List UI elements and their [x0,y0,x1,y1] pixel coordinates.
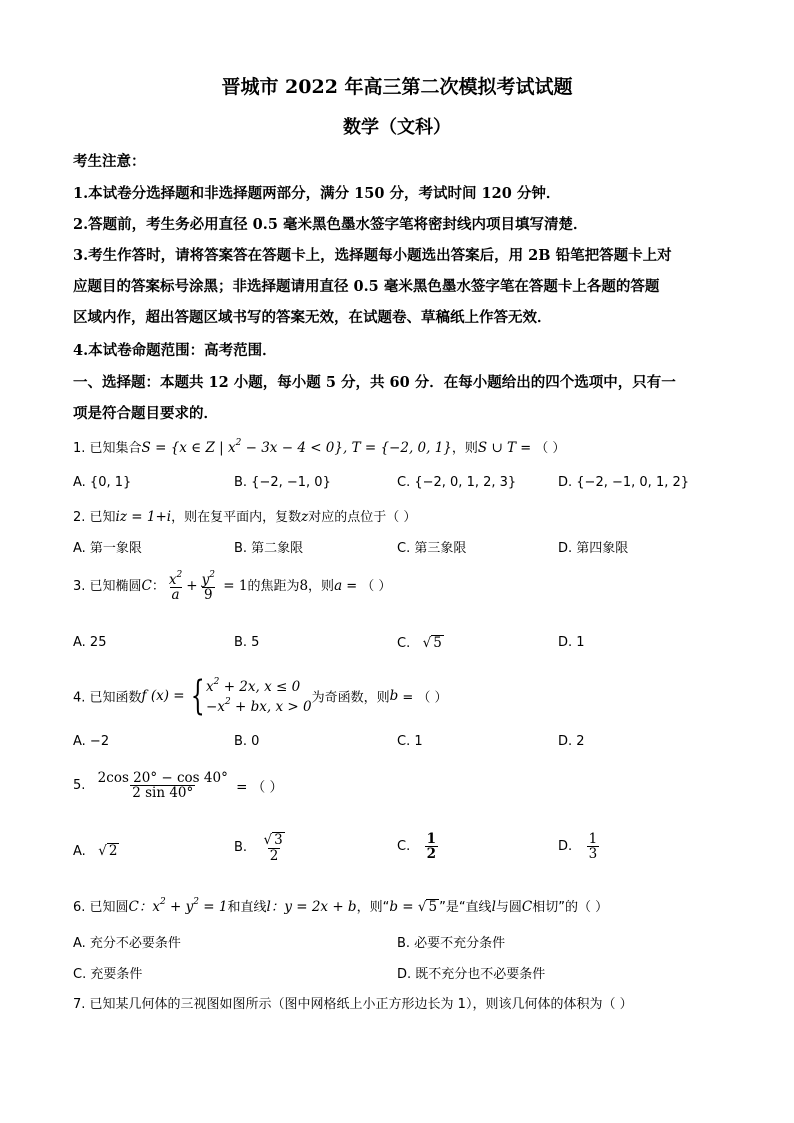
q2-option-c: C. 第三象限 [397,541,467,556]
q5-fraction: $\frac{2\cos 20^\circ - \cos 40^\circ}{2 \sin 40^\circ}$ [97,770,228,802]
question-7-stem: 7. 已知某几何体的三视图如图所示（图中网格纸上小正方形边长为 1），则该几何体的体积为（ ） [73,997,633,1012]
notice-line-5: 区域内作，超出答题区域书写的答案无效，在试题卷、草稿纸上作答无效． [73,309,552,326]
q3-option-b: B. 5 [234,635,260,650]
notice-line-1: 1.本试卷分选择题和非选择题两部分，满分 150 分，考试时间 120 分钟． [73,185,561,202]
notice-line-2: 2.答题前，考生务必用直径 0.5 毫米黑色墨水签字笔将密封线内项目填写清楚． [73,216,588,233]
q3-frac-x: $\frac{x^2}{a}$ [168,570,183,604]
notice-line-4: 应题目的答案标号涂黑；非选择题请用直径 0.5 毫米黑色墨水签字笔在答题卡上各题的答题 [73,278,660,295]
q1-option-a: A. {0, 1} [73,475,132,490]
q5-option-a: A. √ 2 [73,843,118,859]
q1-then: ，则 [451,441,478,456]
q3-option-c: C. √ 5 [397,635,442,651]
q2-option-b: B. 第二象限 [234,541,304,556]
notice-line-3: 3.考生作答时，请将答案答在答题卡上，选择题每小题选出答案后，用 2B 铅笔把答题卡上对 [73,247,672,264]
q4-option-c: C. 1 [397,734,423,749]
section-heading-line-1: 一、选择题：本题共 12 小题，每小题 5 分，共 60 分．在每小题给出的四个选项中，只有一 [73,374,676,391]
q2-expr: iz = 1+i [115,509,172,525]
q1-option-d: D. {−2, −1, 0, 1, 2} [558,475,690,490]
q1-ask: S ∪ T [477,440,517,456]
q3-frac-y: $\frac{y^2}{9}$ [201,570,215,604]
question-2-stem: 2. 已知iz = 1+i，则在复平面内，复数z对应的点位于（ ） [73,509,417,525]
q1-prefix: 1. 已知集合 [73,441,142,456]
q4-option-d: D. 2 [558,734,585,749]
q6-option-c: C. 充要条件 [73,967,143,982]
q4-piecewise: $x^2 + 2x$, x ≤ 0 $-x^2$ + bx, x > 0 [206,677,312,716]
q1-option-b: B. {−2, −1, 0} [234,475,331,490]
q6-option-b: B. 必要不充分条件 [397,936,506,951]
q1-option-c: C. {−2, 0, 1, 2, 3} [397,475,517,490]
question-5-stem: 5. $\frac{2\cos 20^\circ - \cos 40^\circ}{2 \sin 40^\circ}$ = （ ） [73,770,284,802]
q2-option-d: D. 第四象限 [558,541,629,556]
q1-set-s: S = {x ∈ Z | $x^2 - 3x - 4 < 0$}, T = {−2, 0, 1} [141,438,452,456]
q5-option-d: D. $\frac{1}{3}$ [558,831,598,863]
q5-option-b: B. $\frac{√ 3}{2}$ [234,832,283,864]
q4-option-a: A. −2 [73,734,110,749]
question-4-stem: 4. 已知函数f (x) = { $x^2 + 2x$, x ≤ 0 $-x^2$ + bx, x > 0 为奇函数，则b = （ ） [73,673,448,720]
exam-title: 晋城市 2022 年高三第二次模拟考试试题 [221,76,573,98]
q3-option-a: A. 25 [73,635,107,650]
section-heading-line-2: 项是符合题目要求的． [73,405,218,422]
q3-option-d: D. 1 [558,635,585,650]
exam-subtitle: 数学（文科） [343,117,451,138]
question-6-stem: 6. 已知圆C：$x^2 + y^2 = 1$和直线l：y = 2x + b，则“b = √ 5 ”是“直线l与圆C相切”的（ ） [73,897,609,915]
q6-option-a: A. 充分不必要条件 [73,936,181,951]
q6-option-d: D. 既不充分也不必要条件 [397,967,546,982]
question-3-stem: 3. 已知椭圆C： $\frac{x^2}{a}$ + $\frac{y^2}{9}$ = 1的焦距为8，则a = （ ） [73,570,392,604]
q5-option-c: C. $\frac{1}{2}$ [397,831,437,863]
q4-option-b: B. 0 [234,734,260,749]
q2-option-a: A. 第一象限 [73,541,142,556]
notice-heading: 考生注意： [73,153,146,170]
q1-tail: = （ ） [516,441,566,456]
notice-line-6: 4.本试卷命题范围：高考范围． [73,342,277,359]
question-1-stem [73,437,565,456]
